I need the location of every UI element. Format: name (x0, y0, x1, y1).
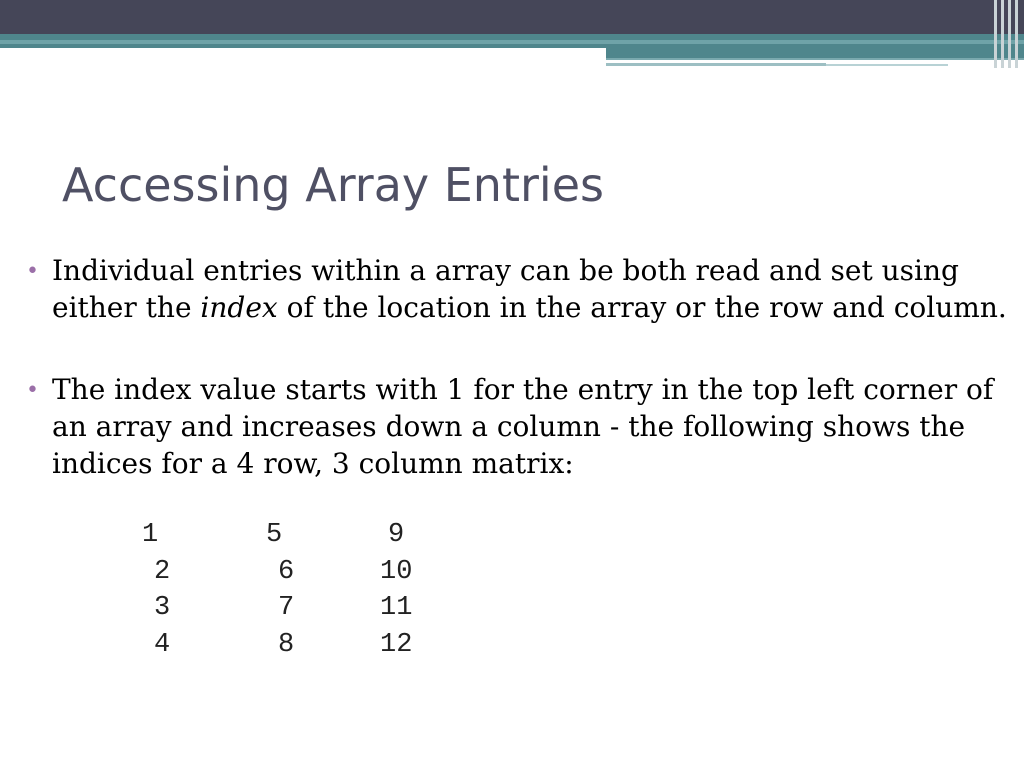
slide-body (24, 252, 1014, 482)
stripe (1015, 0, 1018, 68)
header-teal-highlight (0, 40, 1024, 44)
stripe (1008, 0, 1011, 68)
matrix-cell: 10 (380, 556, 413, 587)
bullet-item (24, 252, 1014, 326)
header-vertical-stripes (992, 0, 1024, 68)
bullet-dot-icon: • (26, 378, 39, 403)
header-accent-line (606, 58, 1024, 60)
header-accent-line (826, 64, 948, 66)
bullet-text: The index value starts with 1 for the entry in the top left corner of an array and increases down a column - the following shows the indices for a 4 row, 3 column matrix: (52, 373, 994, 480)
matrix-cell: 11 (380, 593, 413, 623)
matrix-cell: 12 (380, 629, 413, 660)
bullet-item (24, 371, 1014, 482)
stripe (994, 0, 997, 68)
bullet-text: Individual entries within a array can be both read and set using either the (52, 254, 959, 324)
matrix-cell: 7 (278, 593, 295, 623)
header-teal-step (606, 48, 1024, 58)
bullet-dot-icon: • (26, 259, 39, 284)
header-accent-line (606, 63, 826, 66)
slide-title: Accessing Array Entries (62, 158, 604, 212)
header-bar (0, 0, 1024, 34)
matrix-cell: 5 (266, 520, 283, 550)
matrix-cell: 3 (154, 593, 171, 623)
matrix-cell: 8 (278, 629, 295, 660)
matrix-cell: 2 (154, 556, 171, 587)
matrix-cell: 4 (154, 629, 171, 660)
stripe (1001, 0, 1004, 68)
matrix-cell: 1 (142, 520, 159, 550)
bullet-emphasis: index (200, 291, 278, 324)
matrix-cell: 6 (278, 556, 295, 587)
matrix-cell: 9 (388, 520, 405, 550)
bullet-text: of the location in the array or the row and column. (277, 291, 1007, 324)
